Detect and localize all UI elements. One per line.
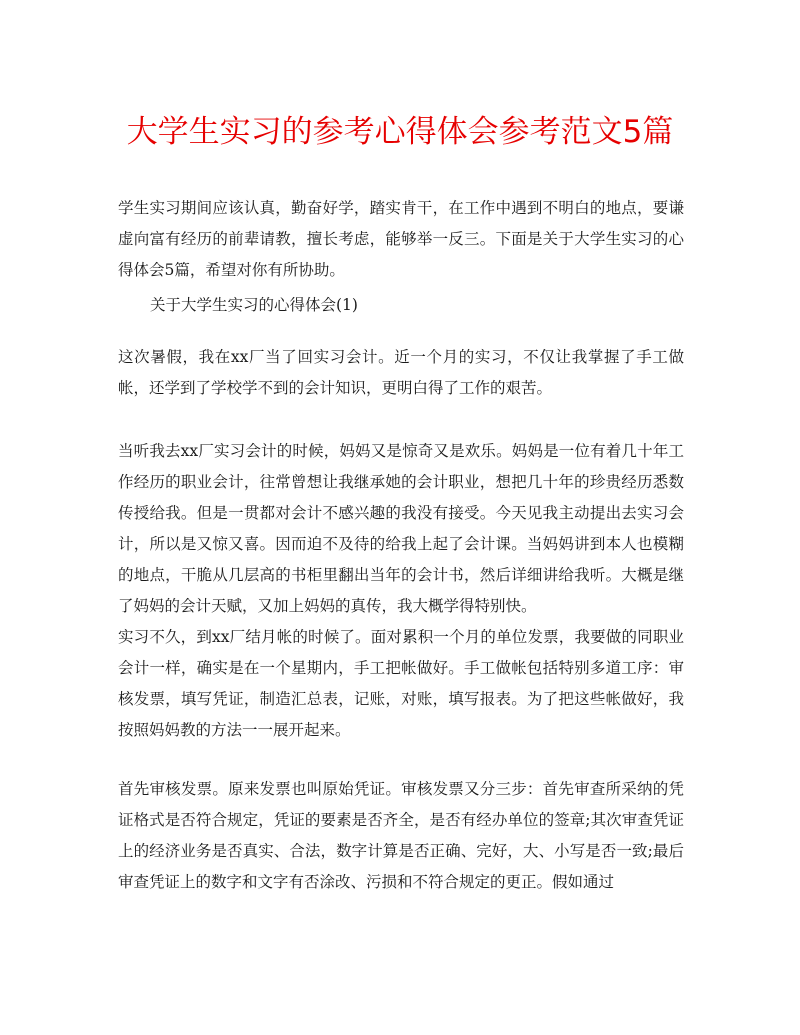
section-heading: 关于大学生实习的心得体会(1) <box>150 296 358 314</box>
intro-paragraph: 学生实习期间应该认真，勤奋好学，踏实肯干，在工作中遇到不明白的地点，要谦虚向富有经历的前辈请教，擅长考虑，能够举一反三。下面是关于大学生实习的心得体会5篇，希望对你有所协助。 <box>118 199 684 279</box>
body-paragraph-4: 首先审核发票。原来发票也叫原始凭证。审核发票又分三步：首先审查所采纳的凭证格式是否符合规定，凭证的要素是否齐全，是否有经办单位的签章;其次审查凭证上的经济业务是否真实、合法，数字计算是否正确、完好，大、小写是否一致;最后审查凭证上的数字和文字有否涂改、污损和不符合规定的更正。假如通过 <box>118 780 684 891</box>
body-paragraph-1: 这次暑假，我在xx厂当了回实习会计。近一个月的实习，不仅让我掌握了手工做帐，还学到了学校学不到的会计知识，更明白得了工作的艰苦。 <box>118 348 684 397</box>
body-paragraph-3: 实习不久，到xx厂结月帐的时候了。面对累积一个月的单位发票，我要做的同职业会计一样，确实是在一个星期内，手工把帐做好。手工做帐包括特别多道工序：审核发票，填写凭证，制造汇总表，记账，对账，填写报表。为了把这些帐做好，我按照妈妈教的方法一一展开起来。 <box>118 628 684 739</box>
body-paragraph-2: 当听我去xx厂实习会计的时候，妈妈又是惊奇又是欢乐。妈妈是一位有着几十年工作经历的职业会计，往常曾想让我继承她的会计职业，想把几十年的珍贵经历悉数传授给我。但是一贯都对会计不感兴趣的我没有接受。今天见我主动提出去实习会计，所以是又惊又喜。因而迫不及待的给我上起了会计课。当妈妈讲到本人也模糊的地点，干脆从几层高的书柜里翻出当年的会计书，然后详细讲给我听。大概是继了妈妈的会计天赋，又加上妈妈的真传，我大概学得特别快。 <box>118 442 684 615</box>
document-title: 大学生实习的参考心得体会参考范文5篇 <box>126 114 674 150</box>
